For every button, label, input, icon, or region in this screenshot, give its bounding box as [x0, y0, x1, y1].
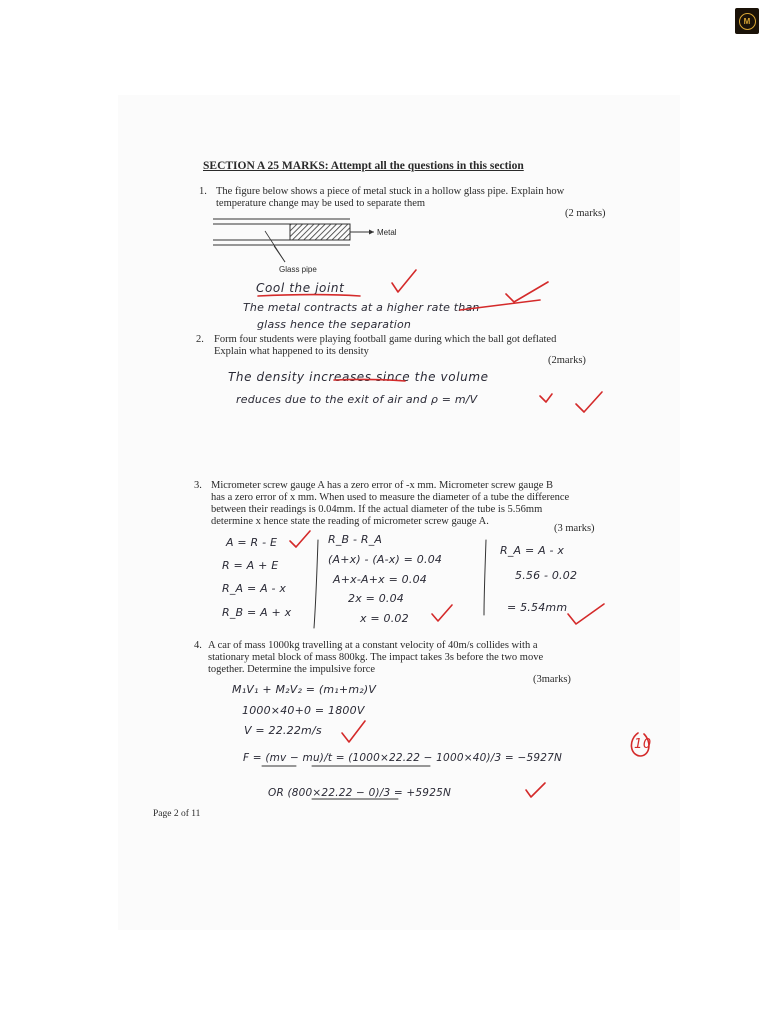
- q3-col3-line-1: R_A = A - x: [500, 544, 565, 557]
- q2-tick: [576, 392, 602, 412]
- q3-col1-line-1: A = R - E: [226, 536, 278, 549]
- q4-score: 10: [634, 737, 652, 752]
- q3-col2-line-1: R_B - R_A: [328, 533, 383, 546]
- q4-tick-1: [342, 721, 365, 742]
- q1-line-2: temperature change may be used to separate them: [216, 198, 426, 209]
- q3-line-4: determine x hence state the reading of micrometer screw gauge A.: [211, 516, 489, 527]
- q4-work-line-2: 1000×40+0 = 1800V: [242, 704, 365, 717]
- q4-line-2: stationary metal block of mass 800kg. The impact takes 3s before the two move: [208, 652, 544, 663]
- q1-underline: [258, 295, 360, 297]
- q3-number: 3.: [194, 480, 202, 491]
- q1-underline-2: [460, 300, 540, 310]
- page-footer: Page 2 of 11: [153, 809, 201, 819]
- q2-answer-line-1: The density increases since the volume: [228, 370, 489, 384]
- q2-line-1: Form four students were playing football game during which the ball got deflated: [214, 334, 557, 345]
- q3-col1-line-2: R = A + E: [222, 559, 279, 572]
- q3-tick-1: [290, 531, 310, 547]
- q3-col2-line-5: x = 0.02: [360, 612, 409, 625]
- q4-marks: (3marks): [533, 674, 571, 685]
- q2-line-2: Explain what happened to its density: [214, 346, 369, 357]
- q3-col3-line-2: 5.56 - 0.02: [515, 569, 578, 582]
- q2-marks: (2marks): [548, 355, 586, 366]
- q4-work-line-5: OR (800×22.22 − 0)/3 = +5925N: [268, 787, 452, 799]
- q3-col1-line-3: R_A = A - x: [222, 582, 287, 595]
- q3-marks: (3 marks): [554, 523, 595, 534]
- q4-number: 4.: [194, 640, 202, 651]
- q1-label-metal: Metal: [377, 228, 397, 237]
- q4-line-3: together. Determine the impulsive force: [208, 664, 376, 675]
- q3-divider-1: [314, 540, 318, 628]
- q3-divider-2: [484, 540, 486, 615]
- q1-label-glass: Glass pipe: [279, 265, 317, 274]
- q2-underline: [334, 379, 405, 381]
- q3-col2-line-2: (A+x) - (A-x) = 0.04: [328, 553, 443, 566]
- q3-col3-line-3: = 5.54mm: [507, 601, 568, 614]
- q4-score-circle: [631, 733, 649, 756]
- q3-line-2: has a zero error of x mm. When used to measure the diameter of a tube the difference: [211, 492, 570, 503]
- q1-number: 1.: [199, 186, 207, 197]
- q2-number: 2.: [196, 334, 204, 345]
- q1-marks: (2 marks): [565, 208, 606, 219]
- logo-letter: M: [739, 13, 756, 30]
- q2-answer-line-2: reduces due to the exit of air and ρ = m/V: [236, 393, 478, 406]
- q3-col1-line-4: R_B = A + x: [222, 606, 292, 619]
- q1-answer-line-2: The metal contracts at a higher rate than: [243, 301, 480, 314]
- q3-col2-line-4: 2x = 0.04: [348, 592, 405, 605]
- q3-col2-line-3: A+x-A+x = 0.04: [333, 573, 427, 586]
- q3-tick-2: [432, 605, 452, 621]
- q3-tick-3: [568, 604, 604, 624]
- q1-answer-line-3: glass hence the separation: [257, 318, 412, 331]
- q4-work-line-1: M₁V₁ + M₂V₂ = (m₁+m₂)V: [232, 683, 377, 696]
- q4-work-line-3: V = 22.22m/s: [244, 724, 322, 737]
- q3-line-3: between their readings is 0.04mm. If the actual diameter of the tube is 5.56mm: [211, 504, 543, 515]
- q1-tick-1: [392, 270, 416, 292]
- q1-line-1: The figure below shows a piece of metal stuck in a hollow glass pipe. Explain how: [216, 186, 565, 197]
- q1-tick-2: [506, 282, 548, 302]
- section-heading: SECTION A 25 MARKS: Attempt all the questions in this section: [203, 160, 524, 172]
- q4-line-1: A car of mass 1000kg travelling at a constant velocity of 40m/s collides with a: [208, 640, 538, 651]
- q3-line-1: Micrometer screw gauge A has a zero error of -x mm. Micrometer screw gauge B: [211, 480, 553, 491]
- q4-tick-2: [526, 783, 545, 797]
- q2-mark-small: [540, 394, 552, 402]
- q4-work-line-4: F = (mv − mu)/t = (1000×22.22 − 1000×40)/3 = −5927N: [243, 752, 563, 764]
- q1-answer-line-1: Cool the joint: [256, 281, 345, 295]
